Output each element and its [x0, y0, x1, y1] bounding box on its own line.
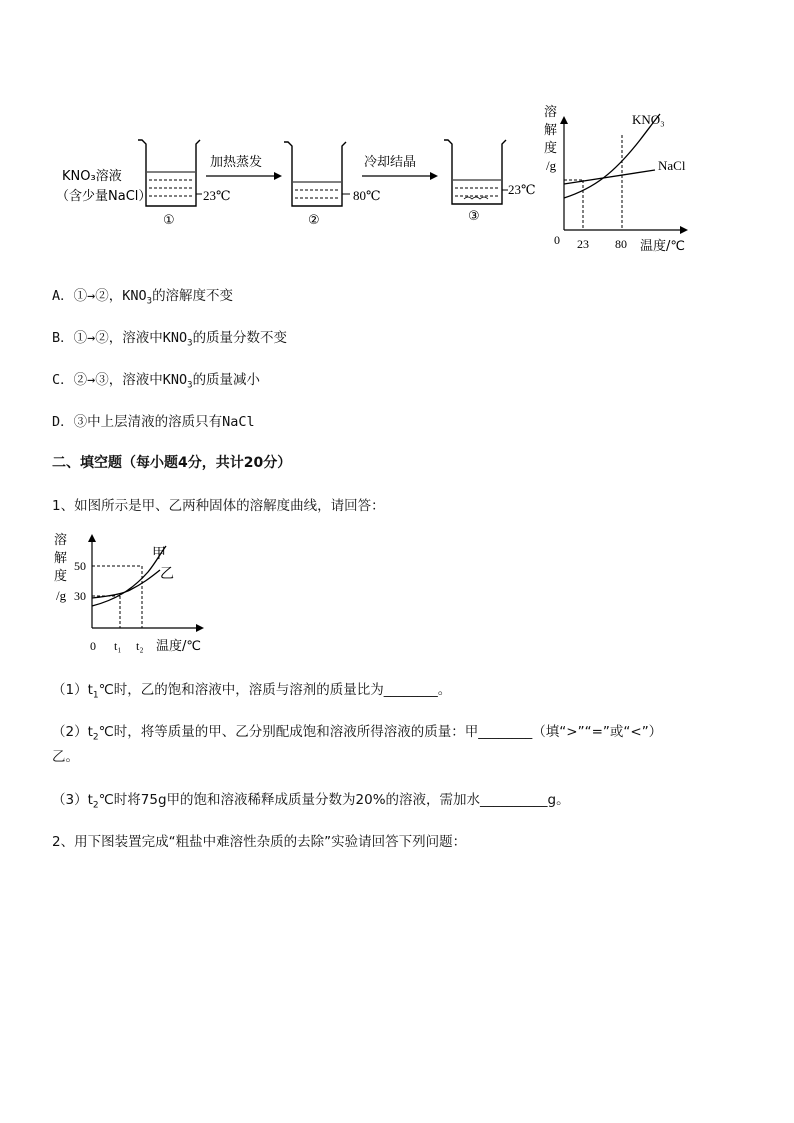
jia-yi-solubility-graph	[50, 528, 220, 658]
graph1-ylabel-1: 溶	[544, 105, 558, 120]
heat-evaporate-label: 加热蒸发	[210, 155, 263, 170]
option-b[interactable]: B．①→②，溶液中$KNO_3$的质量分数不变	[52, 330, 288, 349]
yi-series-label: 乙	[160, 566, 174, 582]
graph2-ylabel-1: 溶	[54, 533, 68, 548]
graph1-ylabel-3: 度	[544, 141, 558, 156]
graph2-ylabel-3: 度	[54, 569, 68, 584]
nacl-note-label: （含少量NaCl）	[56, 189, 152, 204]
graph1-xlabel: 温度/℃	[640, 239, 685, 254]
graph2-origin: 0	[90, 639, 96, 653]
beaker-1-number: ①	[163, 213, 175, 228]
beaker-2-number: ②	[308, 213, 320, 228]
graph1-origin: 0	[554, 233, 560, 247]
graph2-y30: 30	[74, 589, 86, 603]
graph2-t1: t₁	[114, 639, 122, 653]
graph1-ylabel-2: 解	[544, 123, 558, 138]
beaker-1-temp: 23℃	[203, 188, 231, 203]
graph2-t2: t₂	[136, 639, 144, 653]
beaker-2-temp: 80℃	[353, 188, 381, 203]
beaker-2	[284, 142, 350, 206]
option-a[interactable]: A．①→②，$KNO_3$的溶解度不变	[52, 288, 234, 307]
nacl-curve	[564, 170, 655, 184]
question-1-text: 1、如图所示是甲、乙两种固体的溶解度曲线，请回答：	[52, 498, 385, 514]
option-d[interactable]: D．③中上层清液的溶质只有NaCl	[52, 414, 255, 430]
option-c[interactable]: C．②→③，溶液中$KNO_3$的质量减小	[52, 372, 261, 391]
graph2-xlabel: 温度/℃	[156, 639, 201, 654]
kno3-solution-label: KNO₃溶液	[62, 169, 122, 184]
question-1-part-2: $(2)t_2℃$时，将等质量的甲、乙分别配成饱和溶液所得溶液的质量：甲________（填“>”“=”或“<”）	[52, 724, 663, 743]
question-1-part-3: $(3)t_2℃$时将75g甲的饱和溶液稀释成质量分数为20%的溶液，需加水__________g。	[52, 792, 570, 811]
section-2-title: 二、填空题（每小题4分，共计20分）	[52, 455, 292, 471]
kno3-nacl-solubility-graph	[544, 104, 688, 254]
graph2-ylabel-4: /g	[56, 588, 67, 603]
cool-crystallize-label: 冷却结晶	[364, 155, 417, 170]
beaker-3-temp: 23℃	[508, 182, 536, 197]
jia-series-label: 甲	[152, 546, 166, 562]
nacl-series-label: NaCl	[658, 158, 686, 173]
question-2-text: 2、用下图装置完成“粗盐中难溶性杂质的去除”实验请回答下列问题：	[52, 834, 467, 850]
graph1-tick-80: 80	[615, 237, 627, 251]
graph1-ylabel-4: /g	[546, 158, 557, 173]
graph1-tick-23: 23	[577, 237, 589, 251]
graph2-ylabel-2: 解	[54, 551, 68, 566]
kno3-series-label: KNO₃	[632, 112, 665, 127]
beaker-3-number: ③	[468, 209, 480, 224]
graph2-y50: 50	[74, 559, 86, 573]
question-1-part-2-cont: 乙。	[52, 749, 79, 765]
question-1-part-1: $(1)t_1℃$时，乙的饱和溶液中，溶质与溶剂的质量比为________。	[52, 682, 452, 701]
yi-curve	[92, 570, 160, 598]
beaker-3	[444, 140, 508, 204]
beaker-process-figure	[50, 100, 710, 260]
